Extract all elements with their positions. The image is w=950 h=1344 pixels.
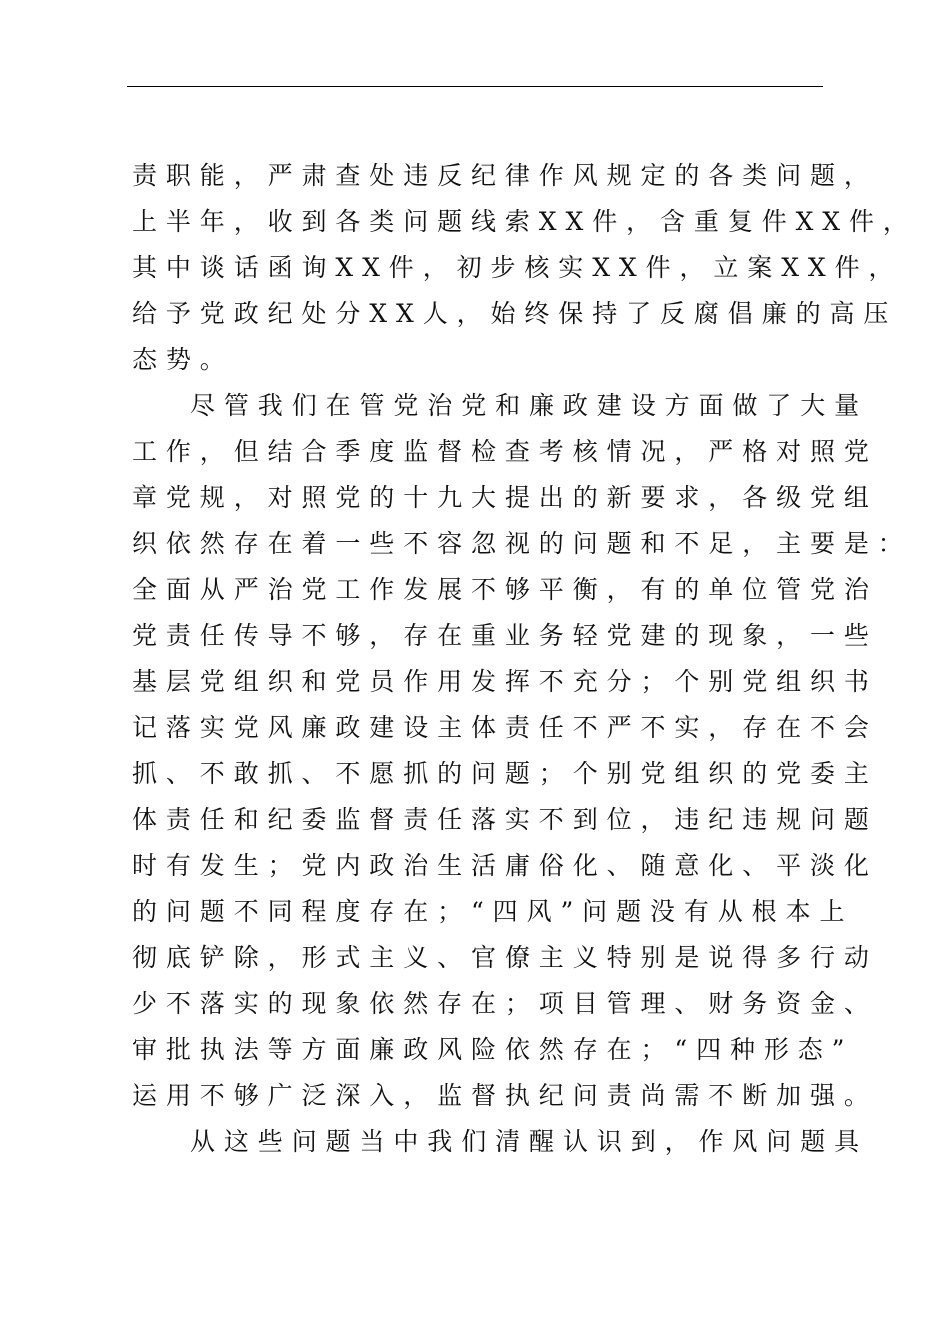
text-line: 责职能，严肃查处违反纪律作风规定的各类问题， — [132, 161, 878, 190]
text-line: 审批执法等方面廉政风险依然存在；“四种形态” — [132, 1035, 854, 1064]
text-line: 织依然存在着一些不容忽视的问题和不足，主要是： — [132, 529, 912, 558]
text-line: 彻底铲除，形式主义、官僚主义特别是说得多行动 — [132, 943, 878, 972]
paragraph-start-line: 从这些问题当中我们清醒认识到，作风问题具 — [190, 1127, 869, 1156]
text-line: 上半年，收到各类问题线索XX件，含重复件XX件， — [132, 207, 917, 236]
text-line: 基层党组织和党员作用发挥不充分；个别党组织书 — [132, 667, 878, 696]
body-text — [132, 153, 917, 1165]
header-rule — [127, 86, 823, 87]
text-line: 给予党政纪处分XX人，始终保持了反腐倡廉的高压 — [132, 299, 898, 328]
text-line: 少不落实的现象依然存在；项目管理、财务资金、 — [132, 989, 878, 1018]
text-line: 态势。 — [132, 345, 234, 374]
text-line: 党责任传导不够，存在重业务轻党建的现象，一些 — [132, 621, 878, 650]
text-line: 运用不够广泛深入，监督执纪问责尚需不断加强。 — [132, 1081, 878, 1110]
text-line: 其中谈话函询XX件，初步核实XX件，立案XX件， — [132, 253, 903, 282]
text-line: 全面从严治党工作发展不够平衡，有的单位管党治 — [132, 575, 878, 604]
text-line: 的问题不同程度存在；“四风”问题没有从根本上 — [132, 897, 854, 926]
paragraph-start-line: 尽管我们在管党治党和廉政建设方面做了大量 — [190, 391, 869, 420]
text-line: 体责任和纪委监督责任落实不到位，违纪违规问题 — [132, 805, 878, 834]
text-line: 抓、不敢抓、不愿抓的问题；个别党组织的党委主 — [132, 759, 878, 788]
text-line: 时有发生；党内政治生活庸俗化、随意化、平淡化 — [132, 851, 878, 880]
text-line: 工作，但结合季度监督检查考核情况，严格对照党 — [132, 437, 878, 466]
text-line: 章党规，对照党的十九大提出的新要求，各级党组 — [132, 483, 878, 512]
text-line: 记落实党风廉政建设主体责任不严不实，存在不会 — [132, 713, 878, 742]
